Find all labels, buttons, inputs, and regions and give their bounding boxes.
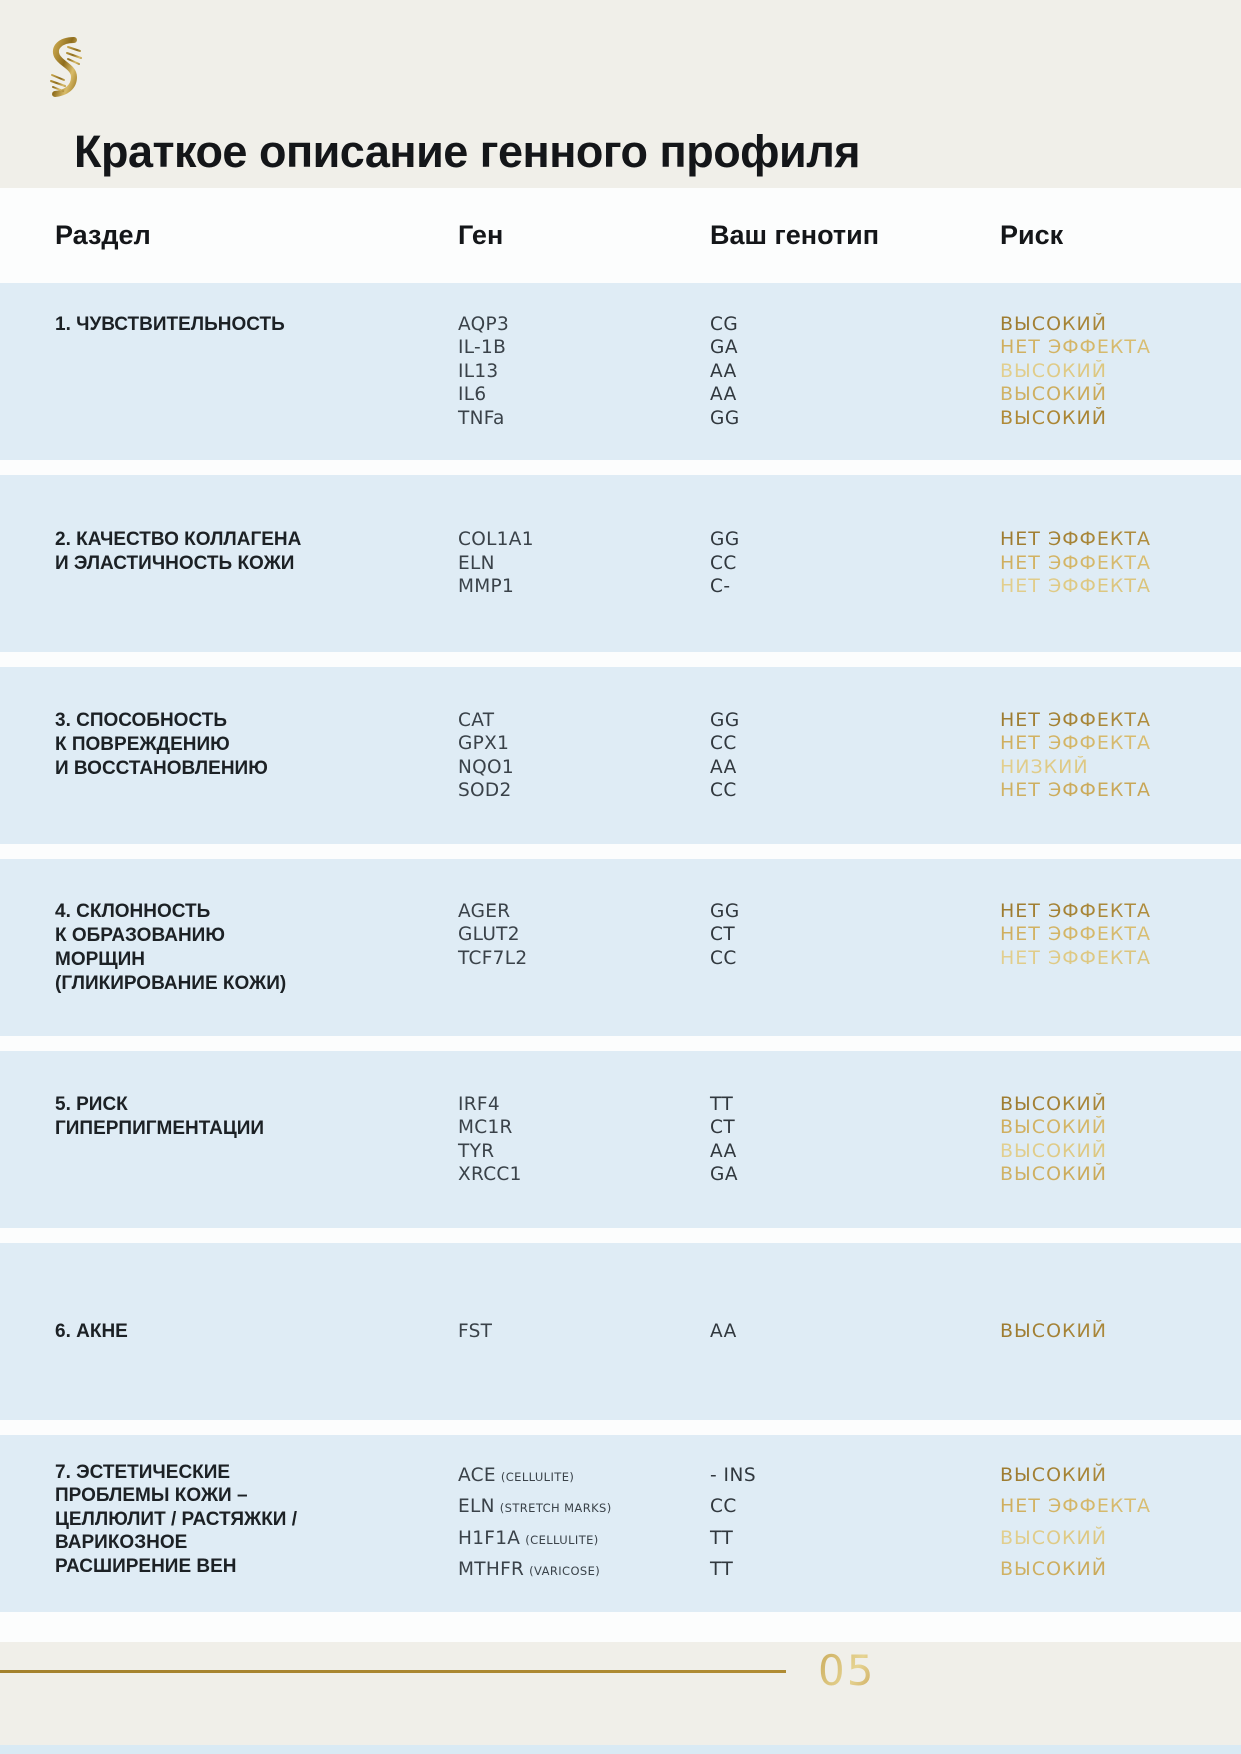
table-row	[458, 732, 1241, 756]
gene-name: AQP3	[458, 313, 510, 335]
table-row	[458, 552, 1241, 576]
section-band	[0, 1051, 1241, 1228]
gene-name: TYR	[458, 1140, 495, 1162]
table-row	[458, 1524, 1241, 1556]
section-band	[0, 667, 1241, 844]
bottom-accent-strip	[0, 1745, 1241, 1754]
table-row	[458, 407, 1241, 431]
genotype-value: CC	[710, 947, 737, 969]
table-row	[458, 947, 1241, 971]
risk-value: ВЫСОКИЙ	[1000, 1524, 1241, 1556]
genotype-value: CT	[710, 924, 736, 945]
section-rows	[458, 709, 1241, 803]
table-row	[458, 1093, 1241, 1117]
risk-value: НЕТ ЭФФЕКТА	[1000, 779, 1241, 803]
gene-name: MMP1	[458, 576, 515, 598]
table-row	[458, 1163, 1241, 1187]
gene-sublabel: (STRETCH MARKS)	[499, 1501, 612, 1515]
table-row	[458, 1492, 1241, 1524]
table-row	[458, 383, 1241, 407]
table-row	[458, 1461, 1241, 1493]
risk-value: НЕТ ЭФФЕКТА	[1000, 709, 1241, 733]
risk-value: НЕТ ЭФФЕКТА	[1000, 552, 1241, 576]
section-band	[0, 1435, 1241, 1612]
risk-value: НЕТ ЭФФЕКТА	[1000, 528, 1241, 552]
page-footer	[0, 1642, 1241, 1754]
gene-name: CAT	[458, 709, 495, 731]
table-row	[458, 1320, 1241, 1344]
table-row	[458, 1555, 1241, 1587]
risk-value: ВЫСОКИЙ	[1000, 383, 1241, 407]
table-row	[458, 709, 1241, 733]
risk-value: ВЫСОКИЙ	[1000, 1461, 1241, 1493]
genotype-value: CC	[710, 733, 737, 754]
gene-name: COL1A1	[458, 529, 534, 551]
risk-value: ВЫСОКИЙ	[1000, 1093, 1241, 1117]
gene-profile-table	[0, 188, 1241, 1642]
gene-name: AGER	[458, 900, 511, 922]
genotype-value: AA	[710, 384, 737, 406]
genotype-value: AA	[710, 1140, 737, 1162]
gene-name: ELN (STRETCH MARKS)	[458, 1496, 612, 1517]
genotype-value: AA	[710, 756, 737, 778]
page-header	[0, 0, 1241, 188]
section-rows	[458, 1093, 1241, 1187]
genotype-value: CC	[710, 552, 737, 574]
section-label: 6. АКНЕ	[55, 1320, 128, 1342]
section-label: 5. РИСК ГИПЕРПИГМЕНТАЦИИ	[55, 1093, 265, 1139]
section-rows	[458, 900, 1241, 971]
footer-divider-line	[0, 1670, 786, 1673]
gene-name: FST	[458, 1320, 493, 1342]
table-row	[458, 360, 1241, 384]
genotype-value: CC	[710, 780, 737, 801]
column-header-genotype: Ваш генотип	[710, 220, 880, 250]
risk-value: НЕТ ЭФФЕКТА	[1000, 732, 1241, 756]
gene-name: GLUT2	[458, 924, 520, 945]
gene-name: ACE (CELLULITE)	[458, 1464, 575, 1486]
page-number: 05	[818, 1646, 876, 1695]
risk-value: НЕТ ЭФФЕКТА	[1000, 947, 1241, 971]
section-rows	[458, 1461, 1241, 1587]
column-header-gene: Ген	[458, 220, 504, 250]
genotype-value: C-	[710, 576, 731, 598]
gene-name: XRCC1	[458, 1164, 522, 1185]
gene-name: IL13	[458, 360, 499, 382]
genotype-value: CT	[710, 1117, 736, 1138]
risk-value: ВЫСОКИЙ	[1000, 1163, 1241, 1187]
table-row	[458, 336, 1241, 360]
genotype-value: - INS	[710, 1464, 757, 1486]
table-row	[458, 313, 1241, 337]
section-rows	[458, 528, 1241, 599]
table-row	[458, 923, 1241, 947]
gene-sublabel: (CELLULITE)	[500, 1469, 575, 1484]
risk-value: ВЫСОКИЙ	[1000, 360, 1241, 384]
gene-sublabel: (VARICOSE)	[529, 1564, 601, 1578]
section-band	[0, 859, 1241, 1036]
genotype-value: GG	[710, 407, 740, 429]
gene-name: GPX1	[458, 733, 510, 754]
table-row	[458, 900, 1241, 924]
gene-name: TNFa	[458, 407, 505, 429]
section-label: 2. КАЧЕСТВО КОЛЛАГЕНА И ЭЛАСТИЧНОСТЬ КОЖИ	[55, 529, 302, 575]
section-band	[0, 1243, 1241, 1420]
gene-name: TCF7L2	[458, 947, 528, 969]
gene-sublabel: (CELLULITE)	[525, 1532, 599, 1547]
table-row	[458, 1116, 1241, 1140]
gene-name: SOD2	[458, 780, 512, 801]
genotype-value: GA	[710, 337, 738, 359]
genotype-value: TT	[710, 1527, 734, 1549]
table-row	[458, 575, 1241, 599]
risk-value: НЕТ ЭФФЕКТА	[1000, 336, 1241, 360]
gene-name: MTHFR (VARICOSE)	[458, 1559, 601, 1580]
risk-value: ВЫСОКИЙ	[1000, 1116, 1241, 1140]
risk-value: ВЫСОКИЙ	[1000, 313, 1241, 337]
risk-value: НИЗКИЙ	[1000, 756, 1241, 780]
section-rows	[458, 1320, 1241, 1344]
page-title: Краткое описание генного профиля	[74, 126, 861, 178]
section-rows	[458, 313, 1241, 431]
gene-name: IL6	[458, 384, 487, 406]
genotype-value: CG	[710, 313, 739, 335]
table-row	[458, 528, 1241, 552]
genotype-value: GG	[710, 529, 740, 551]
risk-value: НЕТ ЭФФЕКТА	[1000, 900, 1241, 924]
risk-value: НЕТ ЭФФЕКТА	[1000, 575, 1241, 599]
section-label: 7. ЭСТЕТИЧЕСКИЕ ПРОБЛЕМЫ КОЖИ – ЦЕЛЛЮЛИТ / РАСТЯЖКИ / ВАРИКОЗНОЕ РАСШИРЕНИЕ ВЕН	[55, 1461, 298, 1577]
section-label: 3. СПОСОБНОСТЬ К ПОВРЕЖДЕНИЮ И ВОССТАНОВЛЕНИЮ	[55, 709, 268, 779]
section-label: 4. СКЛОННОСТЬ К ОБРАЗОВАНИЮ МОРЩИН (ГЛИКИРОВАНИЕ КОЖИ)	[55, 900, 287, 994]
gene-name: NQO1	[458, 756, 514, 778]
risk-value: ВЫСОКИЙ	[1000, 1140, 1241, 1164]
table-row	[458, 779, 1241, 803]
table-row	[458, 756, 1241, 780]
table-header-row	[0, 188, 1241, 283]
genotype-value: GG	[710, 709, 740, 731]
risk-value: ВЫСОКИЙ	[1000, 1555, 1241, 1587]
genotype-value: AA	[710, 360, 737, 382]
table-row	[458, 1140, 1241, 1164]
gene-name: ELN	[458, 552, 495, 574]
gene-name: IL-1B	[458, 337, 507, 359]
risk-value: ВЫСОКИЙ	[1000, 407, 1241, 431]
column-header-section: Раздел	[55, 220, 151, 250]
genotype-value: TT	[710, 1559, 734, 1580]
genotype-value: CC	[710, 1496, 737, 1517]
section-band	[0, 283, 1241, 460]
gene-name: IRF4	[458, 1093, 500, 1115]
genotype-value: TT	[710, 1093, 734, 1115]
gene-name: MC1R	[458, 1117, 513, 1138]
dna-helix-icon	[44, 36, 88, 98]
section-label: 1. ЧУВСТВИТЕЛЬНОСТЬ	[55, 313, 285, 335]
risk-value: НЕТ ЭФФЕКТА	[1000, 1492, 1241, 1524]
column-header-risk: Риск	[1000, 220, 1064, 250]
gene-name: H1F1A (CELLULITE)	[458, 1527, 599, 1549]
genotype-value: GA	[710, 1164, 738, 1185]
risk-value: НЕТ ЭФФЕКТА	[1000, 923, 1241, 947]
genotype-value: AA	[710, 1320, 737, 1342]
risk-value: ВЫСОКИЙ	[1000, 1320, 1241, 1344]
section-band	[0, 475, 1241, 652]
genotype-value: GG	[710, 900, 740, 922]
